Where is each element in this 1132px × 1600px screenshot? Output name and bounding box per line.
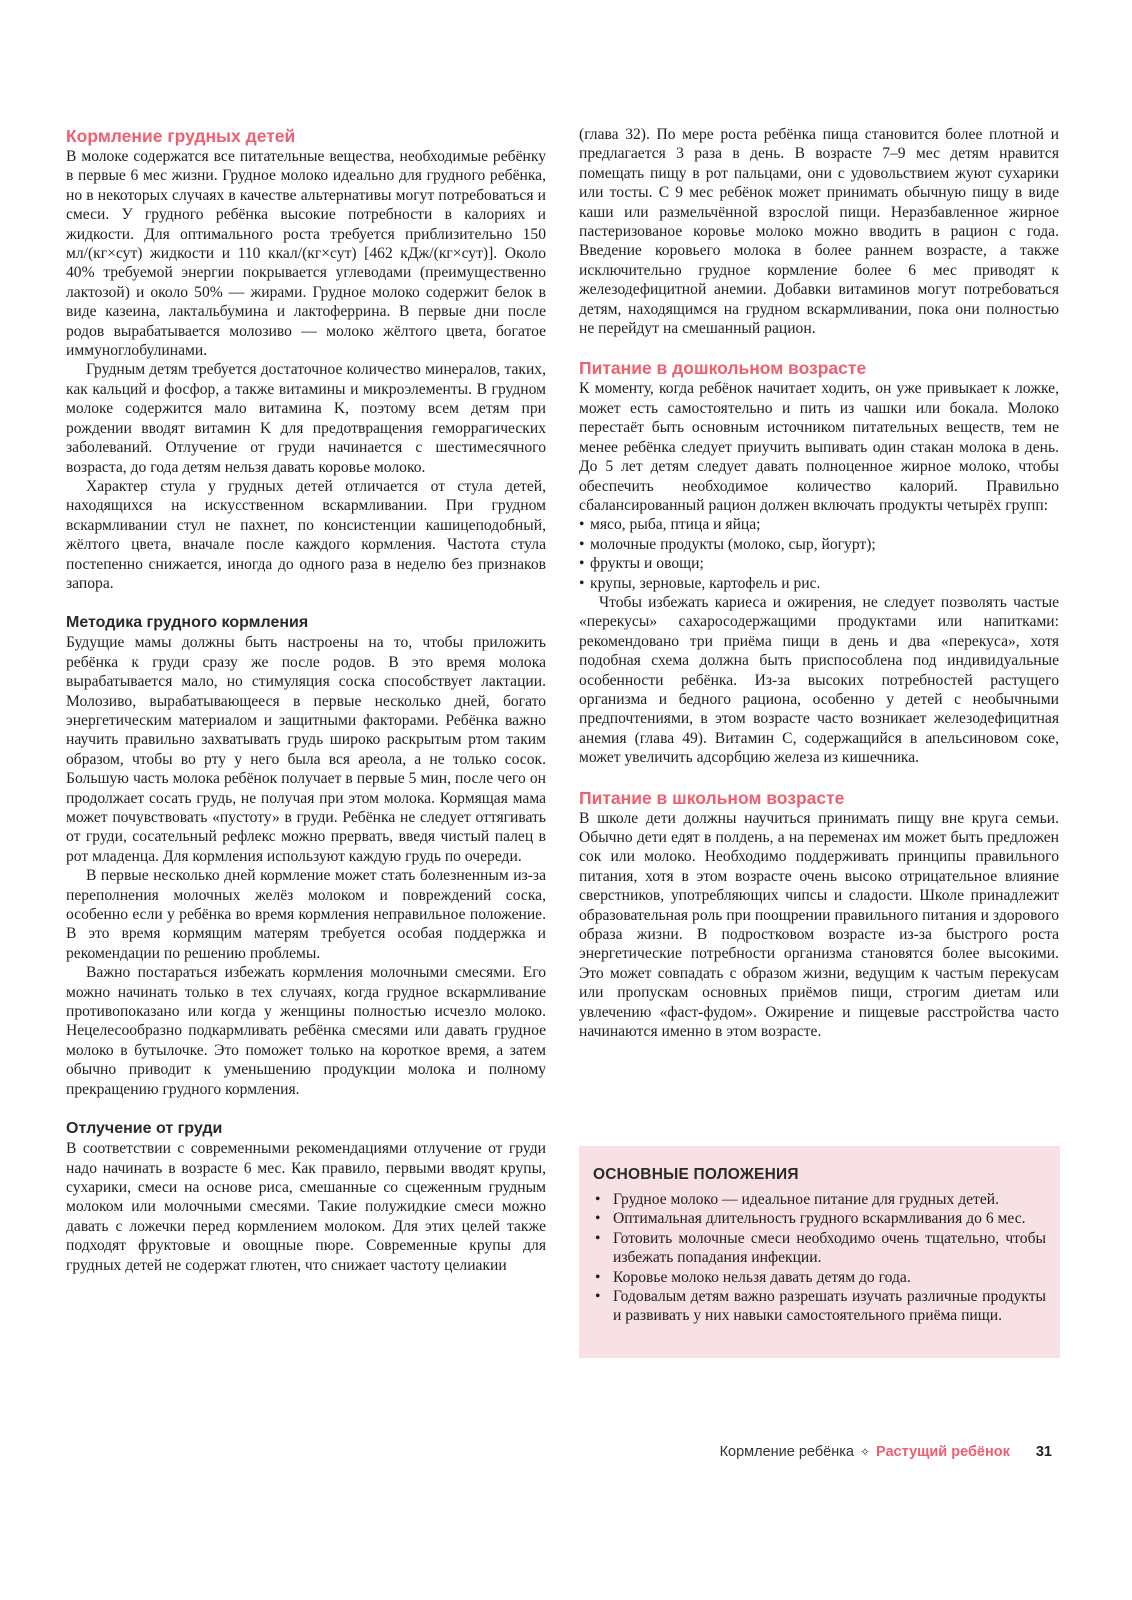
diamond-icon: ✧ [859, 1445, 870, 1459]
spacer [66, 593, 546, 612]
paragraph: В школе дети должны научиться принимать пищу вне круга семьи. Обычно дети едят в полдень, а на переменах им может быть предложен сок или молоко. Необходимо поддерживать принципы правильного питания, хотя в этом возрасте очень высоко отрицательное влияние сверстников, употребляющих чипсы и сладости. Школе принадлежит образовательная роль при поощрении правильного питания и здорового образа жизни. В подростковом возрасте из-за быстрого роста энергетические потребности организма становятся более высокими. Это может совпадать с образом жизни, ведущим к частым перекусам или пропускам основных приёмов пищи, строгим диетам или увлечению «фаст-фудом». Ожирение и пищевые расстройства часто начинаются именно в этом возрасте. [579, 809, 1059, 1041]
key-point-item: • Грудное молоко — идеальное питание для грудных детей. [593, 1190, 1046, 1209]
heading-preschool: Питание в дошкольном возрасте [579, 358, 867, 379]
right-column [579, 125, 1059, 1041]
spacer [66, 1099, 546, 1118]
heading-school: Питание в школьном возрасте [579, 787, 845, 808]
key-points-list [593, 1190, 1046, 1326]
list-item: • фрукты и овощи; [579, 554, 1059, 573]
footer-chapter: Кормление ребёнка [719, 1444, 854, 1460]
key-point-item: • Готовить молочные смеси необходимо очень тщательно, чтобы избежать попадания инфекции. [593, 1229, 1046, 1268]
key-point-item: • Оптимальная длительность грудного вскармливания до 6 мес. [593, 1209, 1046, 1228]
footer-section: Растущий ребёнок [876, 1444, 1010, 1460]
heading-weaning: Отлучение от груди [66, 1120, 223, 1138]
paragraph-weaning-continued: (глава 32). По мере роста ребёнка пища становится более плотной и предлагается 3 раза в день. В возрасте 7–9 мес детям нравится помещать пищу в рот пальцами, они с удовольствием жуют сухарики или тосты. С 9 мес ребёнок может принимать обычную пищу в виде каши или размельчённой взрослой пищи. Неразбавленное жирное пастеризованое коровье молоко можно вводить в рацион с года. Введение коровьего молока в более раннем возрасте, а также исключительно грудное кормление более 6 мес приводят к железодефицитной анемии. Добавки витаминов могут потребоваться детям, находящимся на грудном вскармливании, пока они полностью не перейдут на смешанный рацион. [579, 126, 1059, 338]
paragraph: В соответствии с современными рекомендациями отлучение от груди надо начинать в возрасте 6 мес. Как правило, первыми вводят крупы, сухарики, смеси на основе риса, смешанные со сцеженным грудным молоком или молочными смесями. Такие полужидкие смеси можно давать с ложечки перед кормлением молоком. Для этих целей также подходят фруктовые и овощные пюре. Современные крупы для грудных детей не содержат глютен, что снижает частоту целиакии [66, 1140, 546, 1274]
list-item: • мясо, рыба, птица и яйца; [579, 515, 1059, 534]
key-point-item: • Коровье молоко нельзя давать детям до года. [593, 1268, 1046, 1287]
food-groups-list [579, 515, 1059, 593]
paragraph: Чтобы избежать кариеса и ожирения, не следует позволять частые «перекусы» сахаросодержащими продуктами или напитками: рекомендовано три приёма пищи в день и два «перекуса», хотя подобная схема должна быть приспособлена под индивидуальные особенности ребёнка. Из-за высоких потребностей растущего организма и бедного рациона, особенно у детей с необычными предпочтениями, в этом возрасте часто возникает железодефицитная анемия (глава 49). Витамин C, содержащийся в апельсиновом соке, может увеличить адсорбцию железа из кишечника. [579, 593, 1059, 767]
paragraph: Грудным детям требуется достаточное количество минералов, таких, как кальций и фосфор, а также витамины и микроэлементы. В грудном молоке содержится мало витамина K, поэтому всем детям при рождении вводят витамин K для предотвращения геморрагических заболеваний. Отлучение от груди начинается с шестимесячного возраста, до года детям нельзя давать коровье молоко. [66, 361, 546, 476]
left-column [66, 125, 546, 1275]
paragraph: В молоке содержатся все питательные вещества, необходимые ребёнку в первые 6 мес жизни. Грудное молоко идеально для грудного ребёнка, но в некоторых случаях в качестве альтернативы могут потребоваться и смеси. У грудного ребёнка высокие потребности в калориях и жидкости. Для оптимального роста требуется приблизительно 150 мл/(кг×сут) жидкости и 110 ккал/(кг×сут) [462 кДж/(кг×сут)]. Около 40% требуемой энергии покрывается углеводами (преимущественно лактозой) и около 50% — жирами. Грудное молоко содержит белок в виде казеина, лактальбумина и лактоферрина. В первые дни после родов вырабатывается молозиво — молоко жёлтого цвета, богатое иммуноглобулинами. [66, 148, 546, 360]
paragraph: Важно постараться избежать кормления молочными смесями. Его можно начинать только в тех случаях, когда грудное вскармливание противопоказано или когда у женщины полностью исчезло молоко. Нецелесообразно подкармливать ребёнка смесями или давать грудное молоко в бутылочке. Это поможет только на короткое время, а затем обычно приводит к уменьшению продукции молока и полному прекращению грудного кормления. [66, 964, 546, 1098]
paragraph: Будущие мамы должны быть настроены на то, чтобы приложить ребёнка к груди сразу же после родов. В это время молока вырабатывается мало, но стимуляция соска способствует лактации. Молозиво, вырабатывающееся в первые несколько дней, богато энергетическим материалом и защитными факторами. Ребёнка важно научить правильно захватывать грудь широко раскрытым ртом таким образом, чтобы во рту у него была вся ареола, а не только сосок. Большую часть молока ребёнок получает в первые 5 мин, после чего он продолжает сосать грудь, не получая при этом молока. Кормящая мама может почувствовать «пустоту» в груди. Ребёнка не следует оттягивать от груди, сосательный рефлекс можно прервать, введя чистый палец в рот младенца. Для кормления используют каждую грудь по очереди. [66, 634, 546, 865]
spacer [579, 768, 1059, 787]
list-item: • молочные продукты (молоко, сыр, йогурт); [579, 535, 1059, 554]
spacer [579, 338, 1059, 357]
list-item: • крупы, зерновые, картофель и рис. [579, 574, 1059, 593]
paragraph: Характер стула у грудных детей отличается от стула детей, находящихся на искусственном вскармливании. При грудном вскармливании стул не пахнет, по консистенции кашицеподобный, жёлтого цвета, вначале после каждого кормления. Частота стула постепенно снижается, иногда до одного раза в неделю без признаков запора. [66, 477, 546, 592]
key-points-title: ОСНОВНЫЕ ПОЛОЖЕНИЯ [593, 1166, 799, 1183]
heading-breastfeeding-method: Методика грудного кормления [66, 614, 309, 632]
heading-feeding-infants: Кормление грудных детей [66, 126, 296, 146]
page-number: 31 [1035, 1444, 1052, 1460]
paragraph: В первые несколько дней кормление может стать болезненным из-за переполнения молочных желёз молоком и повреждений соска, особенно если у ребёнка во время кормления неправильное положение. В это время кормящим матерям требуется особая поддержка и рекомендации по решению проблемы. [66, 867, 546, 962]
paragraph: К моменту, когда ребёнок начитает ходить, он уже привыкает к ложке, может есть самостоятельно и пить из чашки или бокала. Молоко перестаёт быть основным источником питательных веществ, тем не менее ребёнка следует приучить выпивать один стакан молока в день. До 5 лет детям следует давать полноценное жирное молоко, чтобы обеспечить необходимое количество калорий. Правильно сбалансированный рацион должен включать продукты четырёх групп: [579, 380, 1059, 514]
key-point-item: • Годовалым детям важно разрешать изучать различные продукты и развивать у них навыки самостоятельного приёма пищи. [593, 1287, 1046, 1326]
page-footer [720, 1444, 1052, 1460]
key-points-box [579, 1146, 1060, 1358]
